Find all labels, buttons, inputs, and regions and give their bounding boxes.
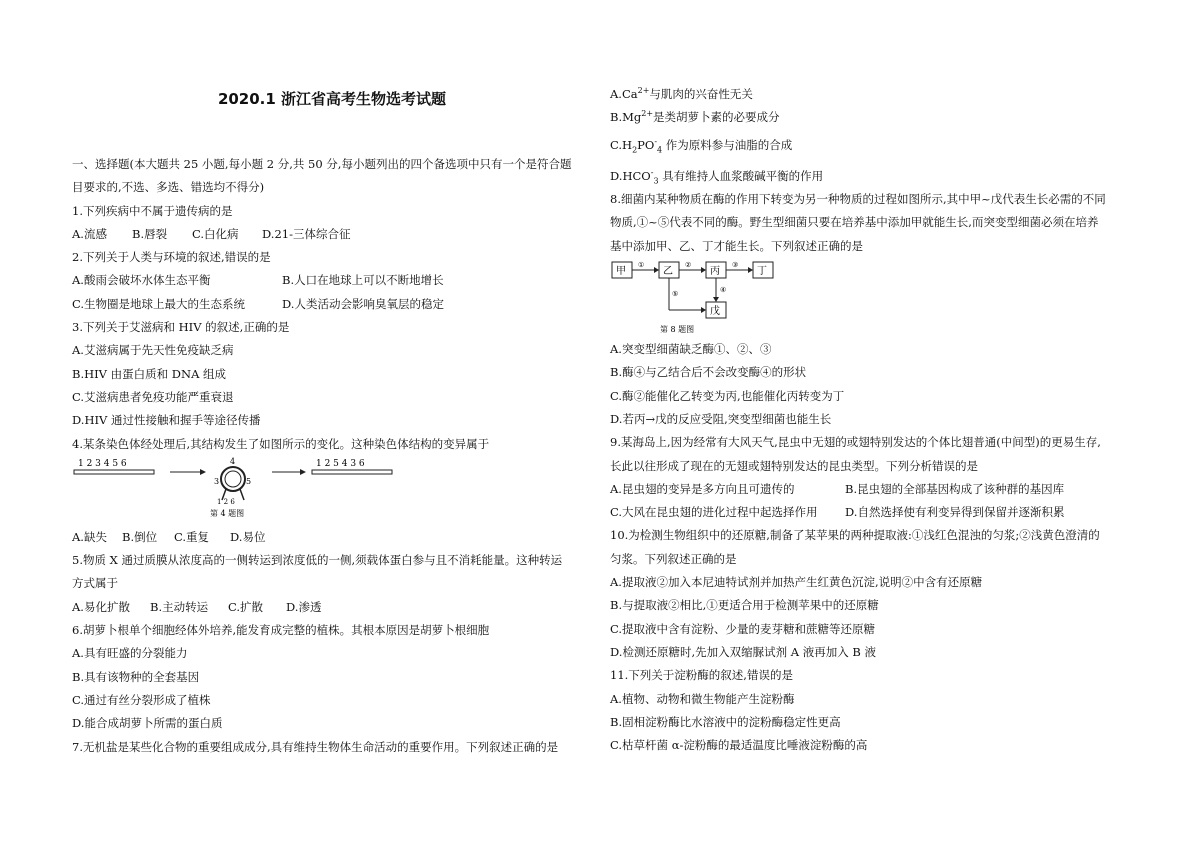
option-c: C.白化病 <box>192 226 239 241</box>
q7-a-text: 与肌肉的兴奋性无关 <box>649 87 753 101</box>
question-8-stem-cont1: 物质,①~⑤代表不同的酶。野生型细菌只要在培养基中添加甲就能生长,而突变型细菌必须在培养 <box>610 215 1099 230</box>
enzyme-3: ③ <box>732 261 739 270</box>
chromosome-figure <box>72 456 592 544</box>
option-a: A.昆虫翅的变异是多方向且可遗传的 <box>610 481 795 496</box>
option-c: C.酶②能催化乙转变为丙,也能催化丙转变为丁 <box>610 388 845 403</box>
q7-c-subscript-2: 4 <box>657 144 663 154</box>
option-c: C.艾滋病患者免疫功能严重衰退 <box>72 389 234 404</box>
option-b: B.酶④与乙结合后不会改变酶④的形状 <box>610 365 807 380</box>
q7-c-formula: PO <box>637 137 655 152</box>
q7-c-subscript-1: 2 <box>632 144 638 154</box>
q7-b-text: 是类胡萝卜素的必要成分 <box>653 110 780 125</box>
question-4-stem: 4.某条染色体经处理后,其结构发生了如图所示的变化。这种染色体结构的变异属于 <box>72 436 490 451</box>
question-7-stem: 7.无机盐是某些化合物的重要组成成分,具有维持生物体生命活动的重要作用。下列叙述正确的是 <box>72 739 559 754</box>
label-jia: 甲 <box>616 266 626 278</box>
question-1-options <box>72 223 592 246</box>
option-b: B.固相淀粉酶比水溶液中的淀粉酶稳定性更高 <box>610 714 841 729</box>
figure-8-caption: 第 8 题图 <box>660 325 695 335</box>
section-heading: 一、选择题(本大题共 25 小题,每小题 2 分,共 50 分,每小题列出的四个备选项中只有一个是符合题 <box>72 157 572 171</box>
q7-d-subscript: 3 <box>653 176 659 186</box>
option-c: C.生物圈是地球上最大的生态系统 <box>72 296 246 311</box>
chromosome-before-labels: 1 2 3 4 5 6 <box>78 458 127 469</box>
option-b: B.具有该物种的全套基因 <box>72 669 200 684</box>
q7-c-text: 作为原料参与油脂的合成 <box>665 137 793 152</box>
option-a <box>610 83 1135 106</box>
option-d: D.21-三体综合征 <box>262 226 351 241</box>
loop-label-left: 3 <box>214 476 220 486</box>
chromosome-diagram <box>72 456 512 544</box>
q7-c-superscript: - <box>654 136 658 146</box>
q7-c-prefix: C.H <box>610 137 633 152</box>
arrow-e5-head <box>701 307 706 313</box>
chromosome-after-labels: 1 2 5 4 3 6 <box>316 458 365 469</box>
option-a: A.植物、动物和微生物能产生淀粉酶 <box>610 691 795 706</box>
enzyme-2: ② <box>685 261 692 270</box>
option-c: C.大风在昆虫翅的进化过程中起选择作用 <box>610 505 818 520</box>
option-c: C.扩散 <box>228 599 264 614</box>
option-a: A.易化扩散 <box>72 599 130 614</box>
q7-b-prefix: B.Mg <box>610 110 642 125</box>
question-5-stem-cont: 方式属于 <box>72 576 118 591</box>
question-2-options-cd <box>72 293 592 316</box>
option-d: D.易位 <box>230 529 266 544</box>
option-d: D.渗透 <box>286 599 322 614</box>
arrow-e2-head <box>701 267 706 273</box>
enzyme-5: ⑤ <box>672 290 679 299</box>
option-d: D.HIV 通过性接触和握手等途径传播 <box>72 413 261 428</box>
q7-d-superscript: - <box>650 168 654 178</box>
option-b: B.昆虫翅的全部基因构成了该种群的基因库 <box>845 481 1065 496</box>
question-2-options-ab <box>72 269 592 292</box>
chromosome-before <box>74 470 154 474</box>
enzyme-1: ① <box>638 261 645 270</box>
question-9-stem: 9.某海岛上,因为经常有大风天气,昆虫中无翅的或翅特别发达的个体比翅普通(中间型)的更易生存, <box>610 435 1101 450</box>
option-b: B.与提取液②相比,①更适合用于检测苹果中的还原糖 <box>610 598 879 613</box>
metabolic-pathway-figure <box>610 258 1135 338</box>
label-yi: 乙 <box>663 266 673 278</box>
question-9-options-ab <box>610 478 1135 501</box>
option-a: A.酸雨会破坏水体生态平衡 <box>72 273 211 288</box>
option-a: A.具有旺盛的分裂能力 <box>72 646 188 661</box>
question-1-stem: 1.下列疾病中不属于遗传病的是 <box>72 203 233 218</box>
q7-a-superscript: 2+ <box>637 86 650 96</box>
question-9-options-cd <box>610 501 1135 524</box>
question-5-stem: 5.物质 X 通过质膜从浓度高的一侧转运到浓度低的一侧,须载体蛋白参与且不消耗能量。这种转运 <box>72 553 563 568</box>
question-8-stem: 8.细菌内某种物质在酶的作用下转变为另一种物质的过程如图所示,其中甲~戊代表生长必需的不同 <box>610 192 1106 207</box>
option-c: C.枯草杆菌 α-淀粉酶的最适温度比唾液淀粉酶的高 <box>610 738 868 753</box>
label-bing: 丙 <box>710 266 720 278</box>
option-b: B.主动转运 <box>150 599 209 614</box>
section-heading-cont: 目要求的,不选、多选、错选均不得分) <box>72 180 265 195</box>
arrow-1-head <box>200 469 206 475</box>
left-column <box>72 153 592 759</box>
inversion-loop-inner <box>225 471 241 487</box>
question-3-stem: 3.下列关于艾滋病和 HIV 的叙述,正确的是 <box>72 320 290 335</box>
option-c: C.通过有丝分裂形成了植株 <box>72 692 211 707</box>
q7-b-superscript: 2+ <box>641 109 654 119</box>
question-9-stem-cont: 长此以往形成了现在的无翅或翅特别发达的昆虫类型。下列分析错误的是 <box>610 458 978 473</box>
question-5-options <box>72 596 592 619</box>
option-d: D.检测还原糖时,先加入双缩脲试剂 A 液再加入 B 液 <box>610 644 876 659</box>
option-d <box>610 165 1135 188</box>
option-a: A.缺失 <box>72 529 107 544</box>
option-b <box>610 106 1135 129</box>
arrow-e3-head <box>748 267 753 273</box>
question-10-stem-cont: 匀浆。下列叙述正确的是 <box>610 551 737 566</box>
loop-label-top: 4 <box>230 456 236 466</box>
option-a: A.流感 <box>72 226 107 241</box>
question-8-stem-cont2: 基中添加甲、乙、丁才能生长。下列叙述正确的是 <box>610 238 863 253</box>
arrow-e1-head <box>654 267 659 273</box>
metabolic-pathway-diagram <box>610 258 810 338</box>
option-d: D.若丙→戊的反应受阻,突变型细菌也能生长 <box>610 411 832 426</box>
chromosome-after <box>312 470 392 474</box>
question-2-stem: 2.下列关于人类与环境的叙述,错误的是 <box>72 250 271 265</box>
option-c: C.重复 <box>174 529 210 544</box>
option-d: D.自然选择使有利变异得到保留并逐渐积累 <box>845 505 1065 520</box>
option-a: A.突变型细菌缺乏酶①、②、③ <box>610 342 772 357</box>
loop-label-bottom: 1 2 6 <box>217 497 235 506</box>
option-b: B.HIV 由蛋白质和 DNA 组成 <box>72 366 227 381</box>
option-d: D.人类活动会影响臭氧层的稳定 <box>282 296 444 311</box>
option-c <box>610 134 1135 157</box>
option-b: B.唇裂 <box>132 226 168 241</box>
label-ding: 丁 <box>757 266 767 278</box>
enzyme-4: ④ <box>720 286 727 295</box>
page-title: 2020.1 浙江省高考生物选考试题 <box>217 90 447 108</box>
option-a: A.艾滋病属于先天性免疫缺乏病 <box>72 343 234 358</box>
option-a: A.提取液②加入本尼迪特试剂并加热产生红黄色沉淀,说明②中含有还原糖 <box>610 575 983 590</box>
q7-a-prefix: A.Ca <box>610 87 638 101</box>
arrow-2-head <box>300 469 306 475</box>
question-10-stem: 10.为检测生物组织中的还原糖,制备了某苹果的两种提取液:①浅红色混浊的匀浆;②浅黄色澄清的 <box>610 528 1100 543</box>
option-d: D.能合成胡萝卜所需的蛋白质 <box>72 716 223 731</box>
q7-d-text: 具有维持人血浆酸碱平衡的作用 <box>662 168 824 183</box>
option-c: C.提取液中含有淀粉、少量的麦芽糖和蔗糖等还原糖 <box>610 621 876 636</box>
figure-4-caption: 第 4 题图 <box>210 508 245 518</box>
loop-label-right: 5 <box>246 476 252 486</box>
question-6-stem: 6.胡萝卜根单个细胞经体外培养,能发育成完整的植株。其根本原因是胡萝卜根细胞 <box>72 623 490 638</box>
arrow-e4-head <box>713 297 719 302</box>
right-column <box>610 83 1135 757</box>
option-b: B.倒位 <box>122 529 158 544</box>
option-b: B.人口在地球上可以不断地增长 <box>282 273 444 288</box>
loop-tail-right <box>240 489 244 500</box>
label-wu: 戊 <box>710 306 720 318</box>
question-11-stem: 11.下列关于淀粉酶的叙述,错误的是 <box>610 668 793 683</box>
q7-d-prefix: D.HCO <box>610 168 651 183</box>
